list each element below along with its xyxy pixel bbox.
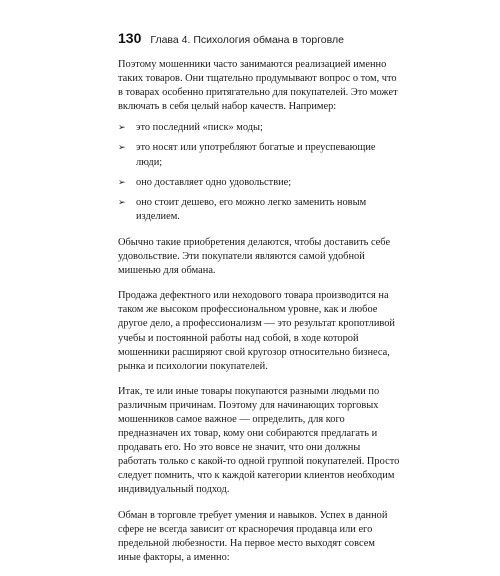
- list-item: [118, 121, 400, 135]
- page-body: [118, 58, 400, 576]
- feature-list: [118, 121, 400, 224]
- list-item-text: оно доставляет одно удовольствие;: [136, 176, 292, 188]
- paragraph-2: Обычно такие приобретения делаются, чтобы доставить себе удовольствие. Эти покупатели являются самой удобной мишенью для обмана.: [118, 236, 391, 277]
- paragraph-5: Обман в торговле требует умения и навыков. Успех в данной сфере не всегда зависит от красноречия продавца или его предельной любезности. На первое место выходят совсем иные факторы, а именно:: [118, 509, 388, 563]
- list-item-text: это последний «писк» моды;: [136, 122, 263, 134]
- chapter-title: Глава 4. Психология обмана в торговле: [150, 34, 344, 46]
- paragraph-4: Итак, те или иные товары покупаются разными людьми по различным причинам. Поэтому для начинающих торговых мошенников самое важное — определить, для кого предназначен их товар, кому они собираются предлагать и продавать его. Но это вовсе не значит, что они должны работать только с какой-то одной группой покупателей. Просто следует помнить, что к каждой категории клиентов необходим индивидуальный подход.: [118, 385, 400, 496]
- list-item-text: это носят или употребляют богатые и преуспевающие люди;: [136, 142, 376, 168]
- list-item: [118, 196, 400, 224]
- page-number: 130: [118, 30, 142, 46]
- paragraph-1: Поэтому мошенники часто занимаются реализацией именно таких товаров. Они тщательно продумывают вопрос о том, что в товарах особенно притягательно для покупателей. Это может включать в себя целый набор качеств. Например:: [118, 59, 398, 113]
- arrow-bullet-icon: ➢: [118, 143, 126, 154]
- running-header: [118, 30, 398, 46]
- paragraph-3: Продажа дефектного или неходового товара производится на таком же высоком профессиональном уровне, как и любое другое дело, а профессионализм — это результат кропотливой учебы и постоянной работы над собой, в ходе которой мошенники расширяют свой кругозор относительно бизнеса, рынка и психологии покупателей.: [118, 290, 395, 372]
- arrow-bullet-icon: ➢: [118, 197, 126, 208]
- list-item-text: оно стоит дешево, его можно легко заменить новым изделием.: [136, 196, 367, 222]
- arrow-bullet-icon: ➢: [118, 123, 126, 134]
- list-item: [118, 141, 400, 169]
- list-item: [118, 176, 400, 190]
- arrow-bullet-icon: ➢: [118, 177, 126, 188]
